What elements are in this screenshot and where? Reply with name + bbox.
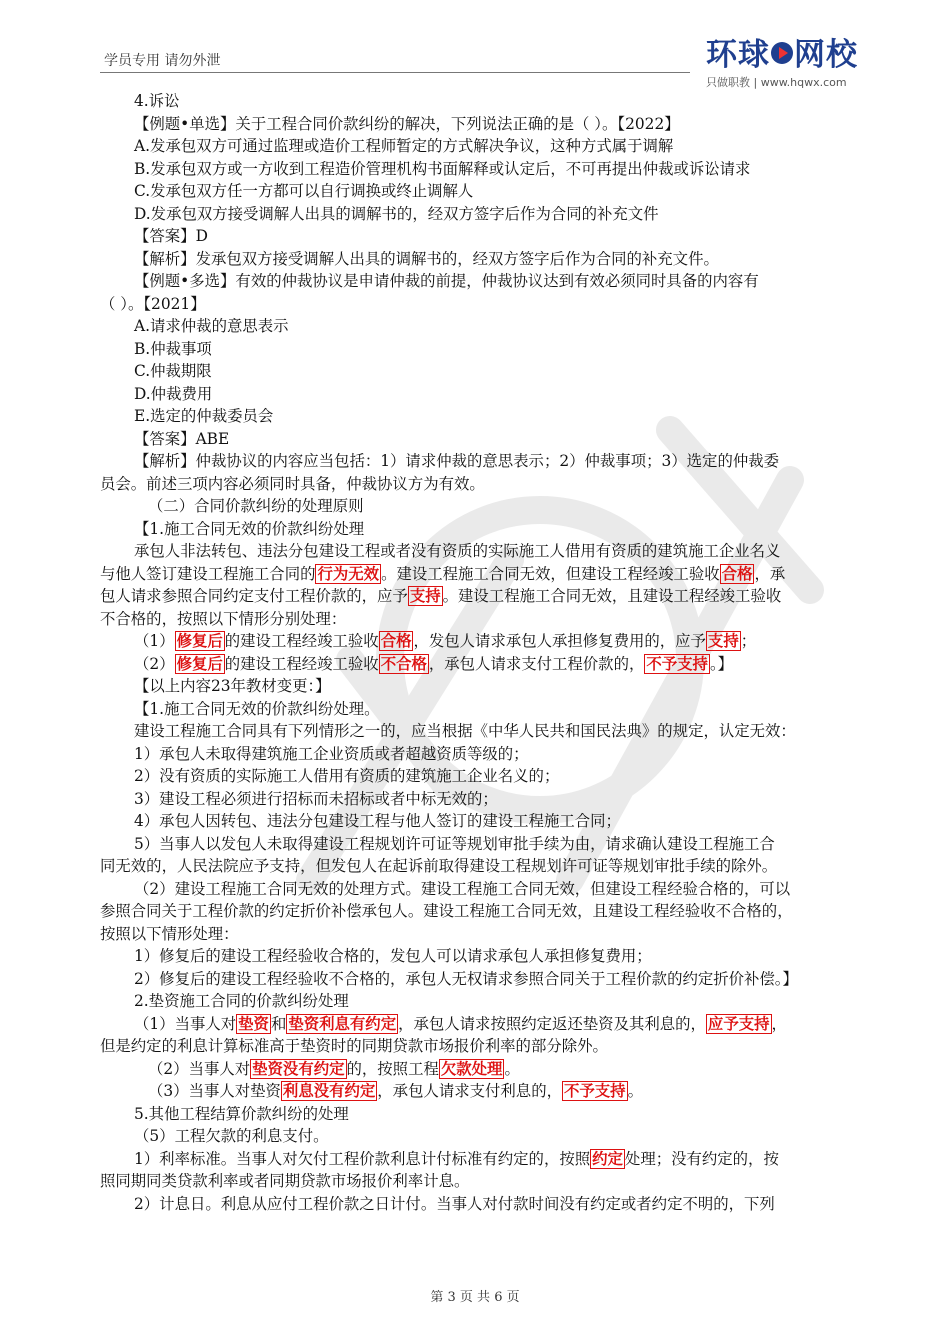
page-number: 第 3 页 共 6 页 — [430, 1290, 520, 1305]
text-run: ，承包人请求支付工程价款的， — [428, 654, 645, 673]
topic-heading: 5.其他工程结算价款纠纷的处理 — [134, 1104, 349, 1123]
highlight-funding-not-agreed: 垫资没有约定 — [252, 1059, 345, 1078]
list-item — [100, 1058, 870, 1081]
text-run: 包人请求参照合同约定支付工程价款的，应予 — [100, 587, 408, 605]
list-item: 4）承包人因转包、违法分包建设工程与他人签订的建设工程施工合同； — [134, 812, 621, 830]
section-heading-litigation: 4.诉讼 — [134, 92, 180, 110]
option-a: A.发承包双方可通过监理或造价工程师暂定的方式解决争议，这种方式属于调解 — [134, 137, 674, 155]
change-note: 【以上内容23年教材变更：】 — [134, 677, 331, 695]
subsection-heading: （二）合同价款纠纷的处理原则 — [148, 497, 364, 515]
list-item-continuation: 但是约定的利息计算标准高于垫资时的同期贷款市场报价利率的部分除外。 — [100, 1037, 608, 1055]
text-run: ，承 — [754, 564, 786, 583]
highlight-interest-not-agreed: 利息没有约定 — [282, 1082, 376, 1100]
highlight-support: 支持 — [409, 587, 441, 605]
text-run: 的建设工程经竣工验收 — [224, 632, 379, 650]
list-item — [100, 653, 870, 676]
text-run: 。 — [627, 1082, 643, 1100]
highlight-no-support: 不予支持 — [646, 654, 708, 673]
option-a: A.请求仲裁的意思表示 — [134, 317, 289, 335]
paragraph-line: （2）建设工程施工合同无效的处理方式。建设工程施工合同无效，但建设工程经验合格的，可以 — [134, 879, 791, 898]
list-item: 1）承包人未取得建筑施工企业资质或者超越资质等级的； — [134, 744, 529, 763]
option-d: D.发承包双方接受调解人出具的调解书的，经双方签字后作为合同的补充文件 — [134, 204, 659, 223]
text-run: 的，按照工程 — [346, 1059, 439, 1078]
text-run: ，承包人请求支付利息的， — [377, 1082, 562, 1100]
header-divider — [100, 72, 690, 73]
analysis: 【解析】仲裁协议的内容应当包括：1）请求仲裁的意思表示；2）仲裁事项；3）选定的仲裁委 — [134, 452, 780, 470]
question-heading: 【例题•单选】关于工程合同价款纠纷的解决，下列说法正确的是（ ）。【2022】 — [134, 114, 680, 133]
text-run: （1）当事人对 — [134, 1014, 237, 1033]
topic-heading: 2.垫资施工合同的价款纠纷处理 — [134, 992, 349, 1010]
topic-heading: 【1.施工合同无效的价款纠纷处理 — [134, 519, 365, 538]
logo-text-left: 环球 — [706, 37, 770, 73]
text-run: （1） — [134, 632, 175, 650]
paragraph-line: 不合格的，按照以下情形分别处理： — [100, 609, 347, 628]
list-item: 1）修复后的建设工程经验收合格的，发包人可以请求承包人承担修复费用； — [134, 947, 652, 965]
text-run: 。 — [504, 1059, 520, 1078]
list-item — [100, 630, 870, 653]
text-run: ，承包人请求按照约定返还垫资及其利息的， — [398, 1014, 706, 1033]
text-run: 和 — [270, 1014, 287, 1033]
answer: 【答案】D — [134, 227, 208, 245]
paragraph-line: 承包人非法转包、违法分包建设工程或者没有资质的实际施工人借用有资质的建筑施工企业名义 — [134, 542, 781, 560]
text-run: ； — [740, 632, 757, 650]
option-e: E.选定的仲裁委员会 — [134, 407, 274, 425]
list-item — [100, 1080, 870, 1103]
document-body — [100, 90, 870, 1215]
highlight-after-repair: 修复后 — [176, 632, 223, 650]
highlight-after-repair: 修复后 — [176, 654, 223, 673]
list-item — [100, 1013, 870, 1036]
paragraph-line: 参照合同关于工程价款的约定折价补偿承包人。建设工程施工合同无效，且建设工程经验收不合格的， — [100, 902, 793, 920]
logo-slogan: 只做职教 | www.hqwx.com — [706, 76, 847, 89]
question-continuation: （ ）。【2021】 — [100, 294, 206, 313]
text-run: 。建设工程施工合同无效，但建设工程经竣工验收 — [381, 564, 720, 583]
option-c: C.仲裁期限 — [134, 362, 212, 380]
paragraph-line: 建设工程施工合同具有下列情形之一的，应当根据《中华人民共和国民法典》的规定，认定无效： — [134, 722, 796, 740]
option-c: C.发承包双方任一方都可以自行调换或终止调解人 — [134, 182, 474, 200]
list-item — [100, 1148, 870, 1171]
text-run: （3）当事人对垫资 — [148, 1082, 281, 1100]
text-run: ，发包人请求承包人承担修复费用的，应予 — [413, 632, 706, 650]
paragraph-line: 按照以下情形处理： — [100, 924, 239, 943]
list-item: 2）修复后的建设工程经验收不合格的，承包人无权请求参照合同关于工程价款的约定折价补偿。】 — [134, 969, 798, 988]
analysis: 【解析】发承包双方接受调解人出具的调解书的，经双方签字后作为合同的补充文件。 — [134, 249, 719, 268]
highlight-unqualified: 不合格 — [380, 654, 427, 673]
text-run: （2）当事人对 — [148, 1059, 251, 1078]
text-run: 与他人签订建设工程施工合同的 — [100, 564, 316, 583]
highlight-no-support: 不予支持 — [563, 1082, 626, 1100]
highlight-support: 支持 — [707, 632, 739, 650]
text-run: （2） — [134, 654, 175, 673]
option-b: B.发承包双方或一方收到工程造价管理机构书面解释或认定后，不可再提出仲裁或诉讼请求 — [134, 159, 751, 178]
list-item: 2）没有资质的实际施工人借用有资质的建筑施工企业名义的； — [134, 767, 560, 785]
option-b: B.仲裁事项 — [134, 339, 212, 358]
answer: 【答案】ABE — [134, 429, 230, 448]
list-item-continuation: 照同期同类贷款利率或者同期贷款市场报价利率计息。 — [100, 1172, 470, 1190]
text-run: ， — [771, 1014, 787, 1033]
highlight-agreement: 约定 — [592, 1149, 623, 1168]
highlight-interest-agreed: 垫资利息有约定 — [288, 1014, 397, 1033]
text-run: 1）利率标准。当事人对欠付工程价款利息计付标准有约定的，按照 — [134, 1149, 591, 1168]
list-item-continuation: 同无效的，人民法院应予支持，但发包人在起诉前取得建设工程规划许可证等规划审批手续的除外。 — [100, 857, 778, 875]
option-d: D.仲裁费用 — [134, 384, 213, 403]
list-item: 3）建设工程必须进行招标而未招标或者中标无效的； — [134, 789, 498, 808]
highlight-arrears: 欠款处理 — [440, 1059, 503, 1078]
text-run: 的建设工程经竣工验收 — [224, 654, 379, 673]
highlight-invalid-act: 行为无效 — [317, 564, 380, 583]
highlight-qualified: 合格 — [380, 632, 412, 650]
text-run: 处理；没有约定的，按 — [624, 1149, 779, 1168]
subtopic-heading: （5）工程欠款的利息支付。 — [134, 1127, 329, 1145]
question-heading: 【例题•多选】有效的仲裁协议是申请仲裁的前提，仲裁协议达到有效必须同时具备的内容有 — [134, 272, 759, 290]
text-run: 。】 — [709, 654, 734, 673]
highlight-qualified: 合格 — [721, 564, 753, 583]
play-icon — [771, 42, 793, 64]
list-item: 5）当事人以发包人未取得建设工程规划许可证等规划审批手续为由，请求确认建设工程施工合 — [134, 834, 775, 853]
list-item: 2）计息日。利息从应付工程价款之日计付。当事人对付款时间没有约定或者约定不明的，下列 — [134, 1194, 775, 1213]
topic-heading: 【1.施工合同无效的价款纠纷处理。 — [134, 699, 380, 718]
paragraph-line — [100, 563, 870, 586]
logo-text-right: 网校 — [794, 37, 858, 73]
text-run: 。建设工程施工合同无效，且建设工程经竣工验收 — [442, 587, 782, 605]
paragraph-line — [100, 585, 870, 608]
analysis-continuation: 员会。前述三项内容必须同时具备，仲裁协议方为有效。 — [100, 474, 485, 493]
highlight-support: 应予支持 — [707, 1014, 770, 1033]
brand-logo — [706, 38, 876, 98]
highlight-advance-funding: 垫资 — [238, 1014, 269, 1033]
header-notice: 学员专用 请勿外泄 — [104, 53, 221, 69]
